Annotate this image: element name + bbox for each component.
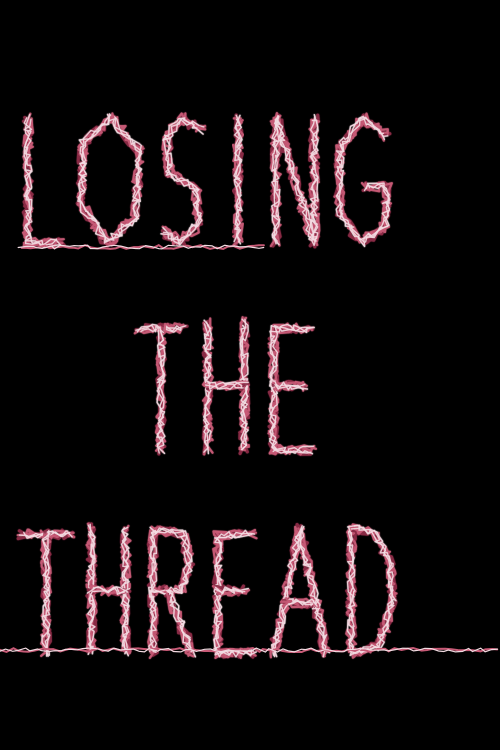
thread-letter-r — [148, 527, 196, 658]
thread-letter-h — [86, 524, 130, 656]
thread-letter-a — [271, 525, 330, 658]
title-line-losing — [23, 113, 392, 248]
thread-letter-d — [346, 525, 396, 658]
thread-letter-h — [203, 317, 249, 454]
thread-letter-s — [161, 113, 205, 245]
thread-letter-i — [233, 115, 243, 246]
thread-letter-t — [135, 324, 187, 454]
thread-letter-g — [335, 114, 392, 247]
thread-letter-e — [213, 530, 257, 658]
thread-letter-t — [18, 530, 74, 657]
thread-letter-l — [23, 114, 64, 248]
thread-letter-e — [269, 324, 316, 455]
title-line-the — [135, 317, 316, 454]
thread-letter-o — [77, 114, 143, 247]
title-line-thread — [18, 524, 397, 658]
thread-letter-n — [271, 113, 319, 247]
